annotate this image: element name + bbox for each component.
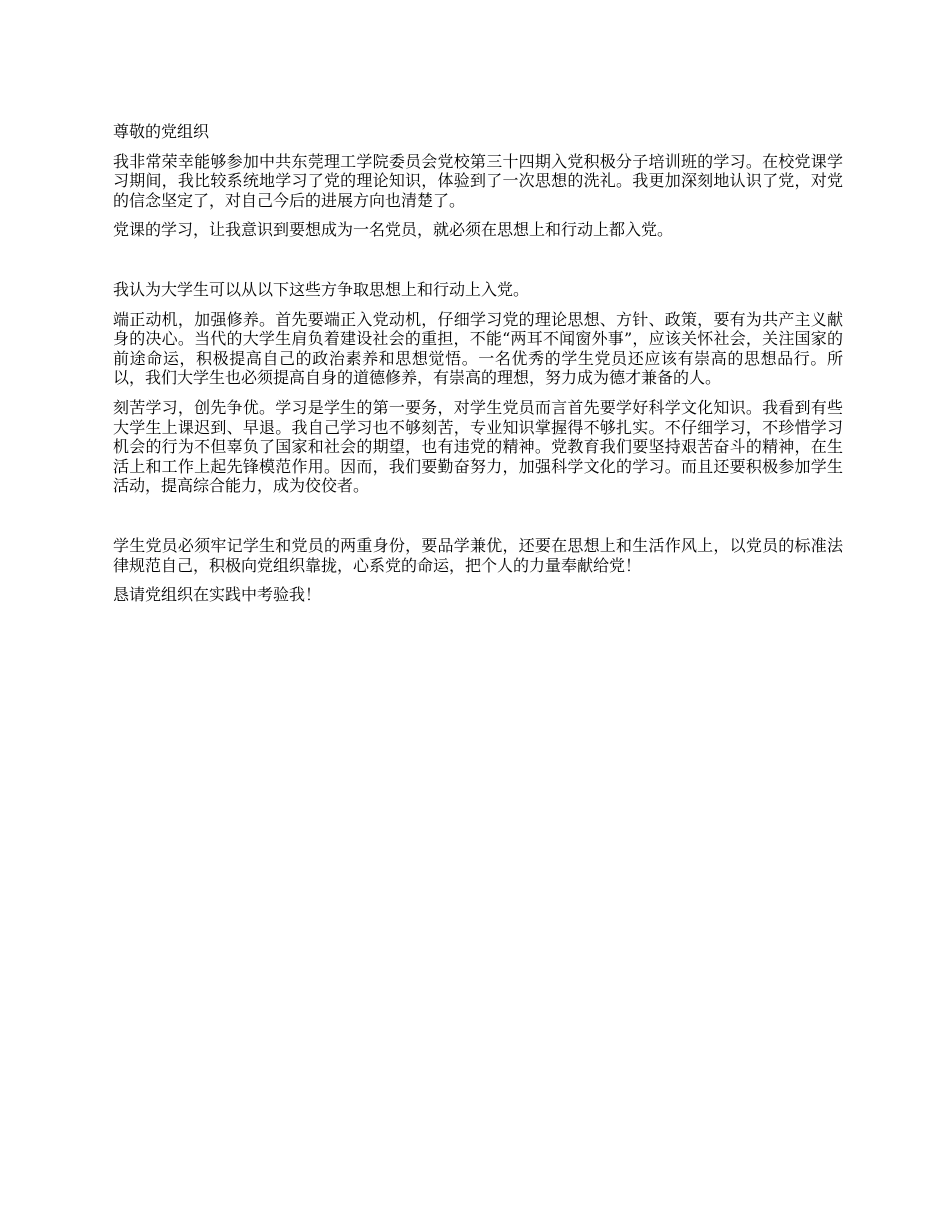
paragraph-motivation: 端正动机，加强修养。首先要端正入党动机，仔细学习党的理论思想、方针、政策，要有为共产主义献身的决心。当代的大学生肩负着建设社会的重担，不能“两耳不闻窗外事”，应该关怀社会，关注国家的前途命运，积极提高自己的政治素养和思想觉悟。一名优秀的学生党员还应该有崇高的思想品行。所以，我们大学生也必须提高自身的道德修养，有崇高的理想，努力成为德才兼备的人。 bbox=[113, 309, 843, 388]
paragraph-thesis: 我认为大学生可以从以下这些方争取思想上和行动上入党。 bbox=[113, 279, 530, 299]
paragraph-intro: 我非常荣幸能够参加中共东莞理工学院委员会党校第三十四期入党积极分子培训班的学习。在校党课学习期间，我比较系统地学习了党的理论知识，体验到了一次思想的洗礼。我更加深刻地认识了党，对党的信念坚定了，对自己今后的进展方向也清楚了。 bbox=[113, 151, 843, 210]
paragraph-realization: 党课的学习，让我意识到要想成为一名党员，就必须在思想上和行动上都入党。 bbox=[113, 220, 674, 240]
section-gap bbox=[113, 250, 843, 280]
closing-line: 恳请党组织在实践中考验我！ bbox=[113, 585, 322, 605]
paragraph-conclusion: 学生党员必须牢记学生和党员的两重身份，要品学兼优，还要在思想上和生活作风上，以党员的标准法律规范自己，积极向党组织靠拢，心系党的命运，把个人的力量奉献给党！ bbox=[113, 535, 843, 575]
letter-body bbox=[113, 122, 843, 615]
section-gap bbox=[113, 506, 843, 536]
salutation: 尊敬的党组织 bbox=[113, 122, 210, 141]
paragraph-study: 刻苦学习，创先争优。学习是学生的第一要务，对学生党员而言首先要学好科学文化知识。我看到有些大学生上课迟到、早退。我自己学习也不够刻苦，专业知识掌握得不够扎实。不仔细学习，不珍惜学习机会的行为不但辜负了国家和社会的期望，也有违党的精神。党教育我们要坚持艰苦奋斗的精神，在生活上和工作上起先锋模范作用。因而，我们要勤奋努力，加强科学文化的学习。而且还要积极参加学生活动，提高综合能力，成为佼佼者。 bbox=[113, 397, 843, 496]
